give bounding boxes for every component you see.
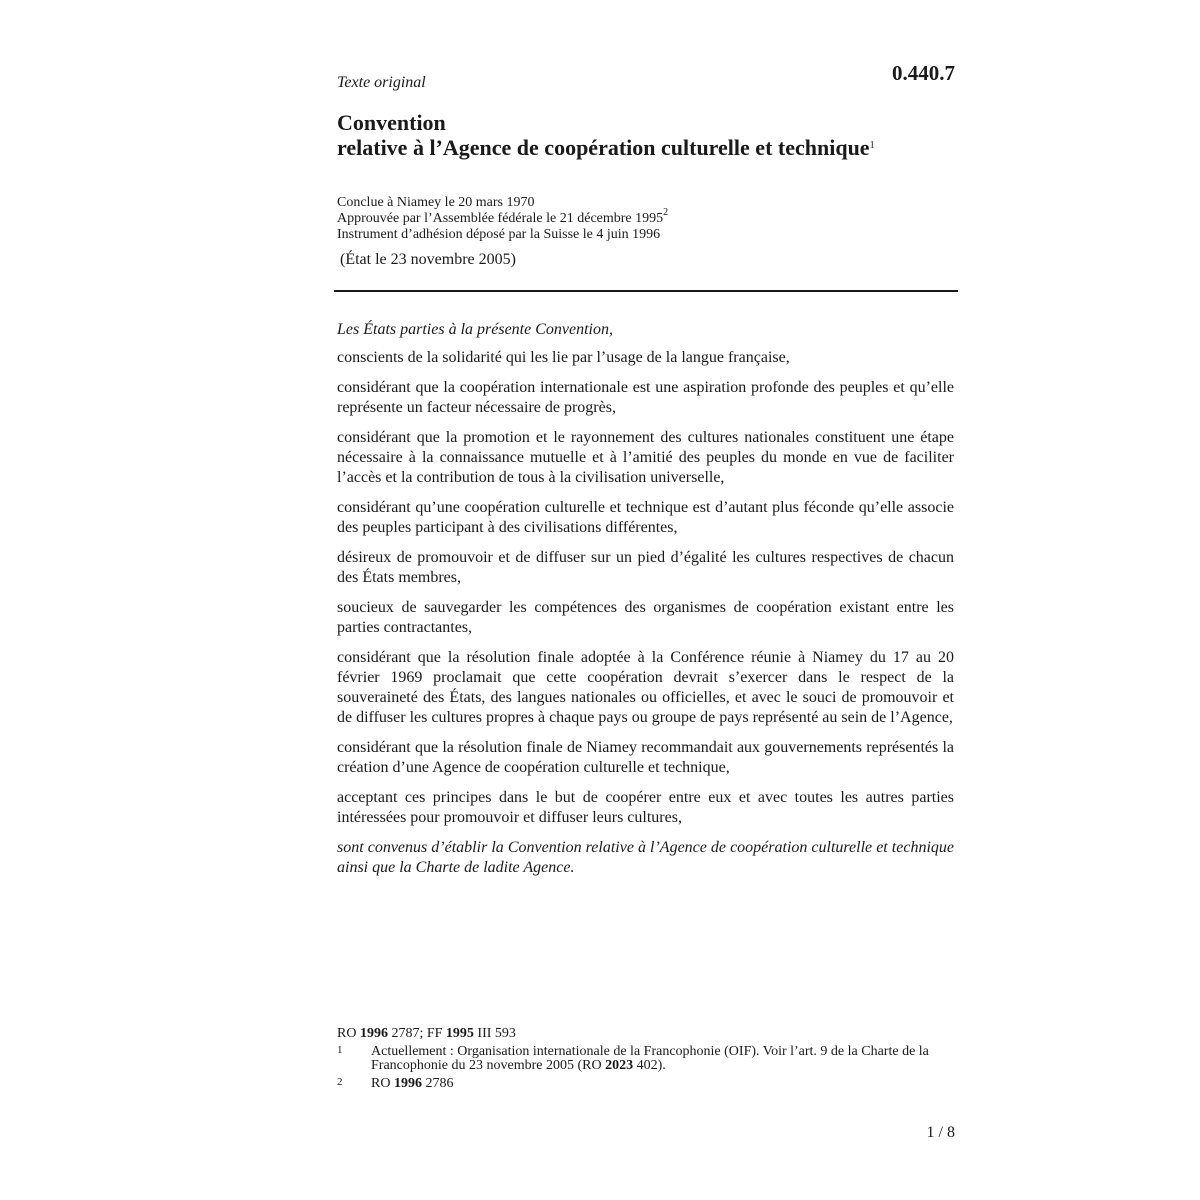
footnotes [337,1027,954,1091]
document-title [337,110,875,160]
preamble-paragraph: conscients de la solidarité qui les lie par l’usage de la langue française, [337,349,790,366]
ro-prefix: RO [337,1026,357,1041]
ro-year: 1996 [359,1026,388,1041]
title-line-2 [337,135,875,160]
preamble-closing: sont convenus d’établir la Convention relative à l’Agence de coopération culturelle et technique ainsi que la Charte de ladite Agence. [337,839,954,876]
ro-page: 2787; FF [391,1026,443,1041]
preamble-paragraph: considérant que la résolution finale de Niamey recommandait aux gouvernements représentés la création d’une Agence de coopération culturelle et technique, [337,739,954,776]
state-date: (État le 23 novembre 2005) [340,251,516,268]
approved-line [337,207,669,227]
concluded-line: Conclue à Niamey le 20 mars 1970 [337,195,535,210]
footnote-1-text-b: 402). [636,1058,666,1073]
ff-year: 1995 [445,1026,474,1041]
instrument-line: Instrument d’adhésion déposé par la Suisse le 4 juin 1996 [337,227,661,242]
title-footnote-ref[interactable]: 1 [869,140,875,151]
preamble-intro: Les États parties à la présente Convention, [337,321,613,338]
title-line-1: Convention [337,110,446,135]
preamble-paragraph: considérant que la promotion et le rayonnement des cultures nationales constituent une étape nécessaire à la connaissance mutuelle et à l’amitié des peuples du monde en vue de faciliter l’accès et la contribution de tous à la civilisation universelle, [337,429,954,486]
preamble-paragraph: acceptant ces principes dans le but de coopérer entre eux et avec toutes les autres parties intéressées pour promouvoir et diffuser leurs cultures, [337,789,954,826]
preamble [337,320,954,888]
footnote-2 [337,1077,954,1092]
header-divider [334,290,958,292]
document-number: 0.440.7 [892,61,955,85]
footnote-2-text [371,1077,954,1092]
footnote-2-number: 2 [337,1075,343,1088]
preamble-paragraph: considérant que la coopération internationale est une aspiration profonde des peuples et qu’elle représente un facteur nécessaire de progrès, [337,379,954,416]
page-number: 1 / 8 [926,1124,955,1141]
adoption-metadata [337,195,668,243]
footnote-2-prefix: RO [371,1075,391,1091]
footnote-2-year: 1996 [393,1075,422,1091]
footnote-1-text [371,1045,954,1074]
footnote-1 [337,1045,954,1074]
preamble-paragraph: soucieux de sauvegarder les compétences des organismes de coopération existant entre les parties contractantes, [337,599,954,636]
publication-reference [337,1027,954,1042]
approved-text: Approuvée par l’Assemblée fédérale le 21 décembre 1995 [337,211,664,226]
preamble-paragraph: désireux de promouvoir et de diffuser sur un pied d’égalité les cultures respectives de chacun des États membres, [337,549,954,586]
ff-page: III 593 [477,1026,516,1041]
document-page [337,0,958,1200]
preamble-paragraph: considérant que la résolution finale adoptée à la Conférence réunie à Niamey du 17 au 20 février 1969 proclamait que cette coopération devrait s’exercer dans le respect de la souveraineté des États, des langues nationales ou officielles, et avec le souci de promouvoir et de diffuser les cultures propres à chaque pays ou groupe de pays représenté au sein de l’Agence, [337,649,954,726]
original-text-label: Texte original [337,74,426,91]
title-line-2-text: relative à l’Agence de coopération culturelle et technique [337,135,870,160]
preamble-paragraph: considérant qu’une coopération culturelle et technique est d’autant plus féconde qu’elle associe des peuples participant à des civilisations différentes, [337,499,954,536]
footnote-1-year: 2023 [605,1058,634,1073]
footnote-2-page: 2786 [425,1075,454,1091]
footnote-1-number: 1 [337,1043,343,1056]
footnote-1-text-a: Actuellement : Organisation internationale de la Francophonie (OIF). Voir l’art. 9 de la Charte de la Francophonie du 23 novembre 2005 (RO [371,1043,929,1073]
approved-footnote-ref[interactable]: 2 [663,207,669,218]
